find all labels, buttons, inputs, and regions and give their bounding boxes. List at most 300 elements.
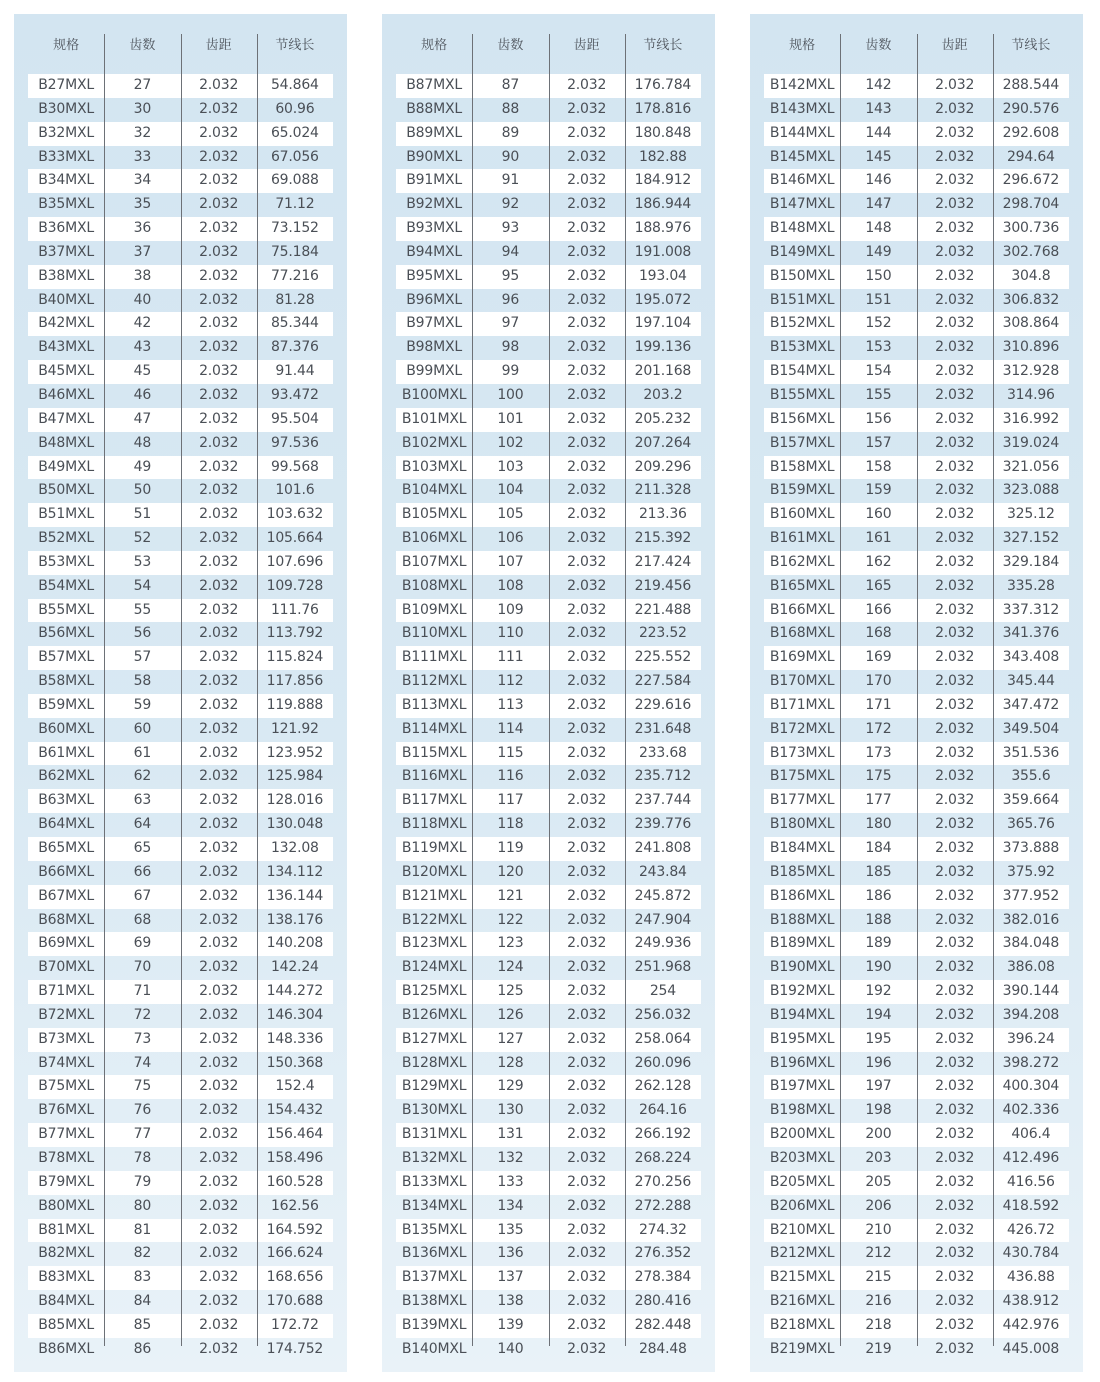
pitch-cell: 2.032 — [199, 410, 239, 427]
pitch-cell: 2.032 — [199, 816, 239, 833]
teeth-cell: 75 — [133, 1078, 152, 1095]
teeth-cell: 66 — [133, 863, 152, 880]
length-cell: 182.88 — [638, 148, 687, 165]
length-cell: 193.04 — [638, 267, 687, 284]
teeth-cell: 219 — [865, 1340, 892, 1357]
spec-cell: B92MXL — [406, 196, 462, 213]
spec-cell: B48MXL — [38, 434, 94, 451]
spec-cell: B186MXL — [769, 887, 835, 904]
pitch-cell: 2.032 — [567, 983, 607, 1000]
header-length: 节线长 — [643, 38, 683, 53]
pitch-cell: 2.032 — [567, 100, 607, 117]
pitch-cell: 2.032 — [199, 1269, 239, 1286]
length-cell: 445.008 — [1002, 1340, 1060, 1357]
teeth-cell: 119 — [497, 840, 524, 856]
spec-cell: B37MXL — [38, 243, 94, 260]
teeth-cell: 135 — [497, 1221, 524, 1238]
pitch-cell: 2.032 — [199, 1126, 239, 1143]
pitch-cell: 2.032 — [935, 887, 975, 904]
teeth-cell: 73 — [133, 1030, 152, 1047]
length-cell: 221.488 — [634, 601, 692, 618]
length-cell: 335.28 — [1006, 577, 1055, 594]
teeth-cell: 117 — [497, 792, 524, 809]
length-cell: 396.24 — [1006, 1030, 1055, 1047]
length-cell: 438.912 — [1002, 1293, 1060, 1310]
teeth-cell: 95 — [501, 267, 520, 284]
pitch-cell: 2.032 — [199, 124, 239, 141]
spec-cell: B143MXL — [769, 100, 835, 117]
teeth-cell: 35 — [133, 196, 152, 213]
header-spec: 规格 — [53, 38, 80, 53]
spec-cell: B189MXL — [769, 935, 835, 952]
length-cell: 365.76 — [1006, 816, 1055, 833]
length-cell: 400.304 — [1002, 1078, 1060, 1095]
spec-cell: B69MXL — [38, 935, 94, 952]
teeth-cell: 145 — [865, 148, 892, 165]
pitch-cell: 2.032 — [567, 434, 607, 451]
teeth-cell: 162 — [865, 553, 892, 570]
teeth-cell: 216 — [865, 1293, 892, 1310]
spec-cell: B82MXL — [38, 1245, 94, 1262]
pitch-cell: 2.032 — [567, 935, 607, 952]
length-cell: 327.152 — [1002, 530, 1060, 547]
spec-cell: B115MXL — [401, 744, 467, 761]
spec-table-panel-3 — [750, 14, 1083, 1372]
spec-cell: B50MXL — [38, 482, 94, 499]
pitch-cell: 2.032 — [199, 172, 239, 189]
pitch-cell: 2.032 — [935, 1245, 975, 1262]
spec-cell: B52MXL — [38, 530, 94, 547]
spec-cell: B205MXL — [769, 1173, 835, 1190]
teeth-cell: 84 — [133, 1293, 152, 1310]
spec-cell: B38MXL — [38, 267, 94, 284]
pitch-cell: 2.032 — [935, 339, 975, 356]
spec-cell: B133MXL — [401, 1173, 467, 1190]
length-cell: 377.952 — [1002, 887, 1060, 904]
pitch-cell: 2.032 — [199, 100, 239, 117]
teeth-cell: 43 — [133, 339, 152, 356]
pitch-cell: 2.032 — [935, 1197, 975, 1214]
spec-cell: B60MXL — [38, 720, 94, 737]
length-cell: 225.552 — [634, 649, 692, 666]
pitch-cell: 2.032 — [935, 315, 975, 332]
pitch-cell: 2.032 — [199, 386, 239, 403]
teeth-cell: 168 — [865, 625, 892, 642]
spec-cell: B80MXL — [38, 1197, 94, 1214]
teeth-cell: 206 — [865, 1197, 892, 1214]
header-teeth: 齿数 — [129, 38, 156, 53]
teeth-cell: 118 — [497, 816, 524, 833]
teeth-cell: 205 — [865, 1173, 892, 1190]
spec-cell: B144MXL — [769, 124, 835, 141]
teeth-cell: 111 — [497, 649, 524, 666]
pitch-cell: 2.032 — [199, 1030, 239, 1047]
teeth-cell: 34 — [133, 172, 152, 189]
spec-cell: B99MXL — [406, 363, 462, 380]
pitch-cell: 2.032 — [567, 172, 607, 189]
spec-cell: B118MXL — [401, 816, 467, 833]
pitch-cell: 2.032 — [567, 363, 607, 380]
pitch-cell: 2.032 — [199, 1340, 239, 1357]
length-cell: 298.704 — [1002, 196, 1060, 213]
length-cell: 312.928 — [1002, 363, 1060, 380]
spec-cell: B110MXL — [401, 625, 467, 642]
spec-cell: B103MXL — [401, 458, 467, 475]
pitch-cell: 2.032 — [935, 1126, 975, 1143]
pitch-cell: 2.032 — [199, 243, 239, 260]
pitch-cell: 2.032 — [935, 935, 975, 952]
length-cell: 290.576 — [1002, 100, 1060, 117]
teeth-cell: 62 — [133, 768, 152, 785]
spec-cell: B139MXL — [401, 1316, 467, 1333]
length-cell: 231.648 — [634, 720, 692, 737]
length-cell: 270.256 — [634, 1173, 692, 1190]
spec-cell: B72MXL — [38, 1006, 94, 1023]
pitch-cell: 2.032 — [935, 816, 975, 833]
spec-cell: B154MXL — [769, 363, 835, 380]
length-cell: 416.56 — [1006, 1173, 1055, 1190]
teeth-cell: 120 — [497, 863, 524, 880]
spec-cell: B86MXL — [38, 1340, 94, 1357]
spec-cell: B46MXL — [38, 386, 94, 403]
teeth-cell: 157 — [865, 434, 892, 451]
length-cell: 436.88 — [1006, 1269, 1055, 1286]
spec-cell: B161MXL — [769, 530, 835, 547]
spec-cell: B70MXL — [38, 959, 94, 976]
teeth-cell: 109 — [497, 601, 524, 618]
length-cell: 217.424 — [634, 553, 692, 570]
pitch-cell: 2.032 — [567, 482, 607, 499]
teeth-cell: 50 — [133, 482, 152, 499]
length-cell: 227.584 — [634, 673, 692, 690]
spec-cell: B62MXL — [38, 768, 94, 785]
spec-cell: B42MXL — [38, 315, 94, 332]
length-cell: 180.848 — [634, 124, 692, 141]
teeth-cell: 32 — [133, 124, 152, 141]
spec-cell: B196MXL — [769, 1054, 835, 1071]
length-cell: 258.064 — [634, 1030, 692, 1047]
length-cell: 254 — [649, 983, 676, 1000]
pitch-cell: 2.032 — [567, 267, 607, 284]
length-cell: 172.72 — [270, 1316, 319, 1333]
spec-cell: B127MXL — [401, 1030, 467, 1047]
length-cell: 176.784 — [634, 77, 692, 93]
pitch-cell: 2.032 — [567, 1293, 607, 1310]
length-cell: 209.296 — [634, 458, 692, 475]
spec-cell: B147MXL — [769, 196, 835, 213]
pitch-cell: 2.032 — [567, 792, 607, 809]
length-cell: 223.52 — [638, 625, 687, 642]
teeth-cell: 65 — [133, 840, 152, 856]
length-cell: 123.952 — [266, 744, 324, 761]
spec-cell: B123MXL — [401, 935, 467, 952]
spec-cell: B153MXL — [769, 339, 835, 356]
length-cell: 264.16 — [638, 1102, 687, 1119]
teeth-cell: 215 — [865, 1269, 892, 1286]
length-cell: 406.4 — [1011, 1126, 1051, 1143]
length-cell: 142.24 — [270, 959, 319, 976]
pitch-cell: 2.032 — [935, 1340, 975, 1357]
pitch-cell: 2.032 — [935, 649, 975, 666]
teeth-cell: 123 — [497, 935, 524, 952]
teeth-cell: 79 — [133, 1173, 152, 1190]
spec-cell: B152MXL — [769, 315, 835, 332]
column-divider — [549, 34, 550, 1346]
pitch-cell: 2.032 — [199, 887, 239, 904]
pitch-cell: 2.032 — [199, 267, 239, 284]
pitch-cell: 2.032 — [935, 386, 975, 403]
spec-cell: B78MXL — [38, 1149, 94, 1166]
spec-cell: B200MXL — [769, 1126, 835, 1143]
teeth-cell: 171 — [865, 696, 892, 713]
spec-table-panel-1 — [14, 14, 347, 1372]
spec-cell: B81MXL — [38, 1221, 94, 1238]
teeth-cell: 104 — [497, 482, 524, 499]
spec-cell: B126MXL — [401, 1006, 467, 1023]
pitch-cell: 2.032 — [935, 482, 975, 499]
length-cell: 125.984 — [266, 768, 324, 785]
length-cell: 280.416 — [634, 1293, 692, 1310]
teeth-cell: 161 — [865, 530, 892, 547]
teeth-cell: 200 — [865, 1126, 892, 1143]
spec-cell: B159MXL — [769, 482, 835, 499]
pitch-cell: 2.032 — [567, 124, 607, 141]
pitch-cell: 2.032 — [199, 792, 239, 809]
teeth-cell: 49 — [133, 458, 152, 475]
teeth-cell: 57 — [133, 649, 152, 666]
spec-cell: B119MXL — [401, 840, 467, 856]
spec-cell: B197MXL — [769, 1078, 835, 1095]
spec-cell: B75MXL — [38, 1078, 94, 1095]
spec-cell: B120MXL — [401, 863, 467, 880]
length-cell: 398.272 — [1002, 1054, 1060, 1071]
spec-cell: B79MXL — [38, 1173, 94, 1190]
teeth-cell: 189 — [865, 935, 892, 952]
teeth-cell: 165 — [865, 577, 892, 594]
pitch-cell: 2.032 — [567, 196, 607, 213]
spec-cell: B140MXL — [401, 1340, 467, 1357]
length-cell: 205.232 — [634, 410, 692, 427]
teeth-cell: 58 — [133, 673, 152, 690]
pitch-cell: 2.032 — [199, 1316, 239, 1333]
spec-cell: B160MXL — [769, 506, 835, 523]
spec-cell: B84MXL — [38, 1293, 94, 1310]
teeth-cell: 126 — [497, 1006, 524, 1023]
pitch-cell: 2.032 — [199, 458, 239, 475]
length-cell: 319.024 — [1002, 434, 1060, 451]
teeth-cell: 116 — [497, 768, 524, 785]
length-cell: 337.312 — [1002, 601, 1060, 618]
teeth-cell: 180 — [865, 816, 892, 833]
length-cell: 158.496 — [266, 1149, 324, 1166]
column-divider — [104, 34, 105, 1346]
pitch-cell: 2.032 — [567, 458, 607, 475]
pitch-cell: 2.032 — [199, 744, 239, 761]
length-cell: 247.904 — [634, 911, 692, 928]
teeth-cell: 105 — [497, 506, 524, 523]
pitch-cell: 2.032 — [199, 959, 239, 976]
pitch-cell: 2.032 — [935, 1316, 975, 1333]
length-cell: 359.664 — [1002, 792, 1060, 809]
spec-cell: B116MXL — [401, 768, 467, 785]
pitch-cell: 2.032 — [567, 553, 607, 570]
pitch-cell: 2.032 — [935, 220, 975, 237]
pitch-cell: 2.032 — [567, 1102, 607, 1119]
length-cell: 306.832 — [1002, 291, 1060, 308]
teeth-cell: 56 — [133, 625, 152, 642]
teeth-cell: 78 — [133, 1149, 152, 1166]
spec-cell: B107MXL — [401, 553, 467, 570]
length-cell: 105.664 — [266, 530, 324, 547]
length-cell: 199.136 — [634, 339, 692, 356]
pitch-cell: 2.032 — [199, 696, 239, 713]
teeth-cell: 132 — [497, 1149, 524, 1166]
length-cell: 229.616 — [634, 696, 692, 713]
pitch-cell: 2.032 — [935, 100, 975, 117]
teeth-cell: 103 — [497, 458, 524, 475]
teeth-cell: 140 — [497, 1340, 524, 1357]
pitch-cell: 2.032 — [567, 1197, 607, 1214]
teeth-cell: 169 — [865, 649, 892, 666]
teeth-cell: 158 — [865, 458, 892, 475]
spec-table-3 — [764, 34, 1069, 1362]
length-cell: 101.6 — [275, 482, 315, 499]
pitch-cell: 2.032 — [935, 792, 975, 809]
teeth-cell: 69 — [133, 935, 152, 952]
length-cell: 284.48 — [638, 1340, 687, 1357]
pitch-cell: 2.032 — [935, 1221, 975, 1238]
length-cell: 87.376 — [270, 339, 319, 356]
spec-cell: B94MXL — [406, 243, 462, 260]
teeth-cell: 54 — [133, 577, 152, 594]
teeth-cell: 194 — [865, 1006, 892, 1023]
pitch-cell: 2.032 — [935, 458, 975, 475]
pitch-cell: 2.032 — [935, 673, 975, 690]
teeth-cell: 218 — [865, 1316, 892, 1333]
spec-cell: B32MXL — [38, 124, 94, 141]
length-cell: 121.92 — [270, 720, 319, 737]
teeth-cell: 53 — [133, 553, 152, 570]
teeth-cell: 143 — [865, 100, 892, 117]
spec-cell: B88MXL — [406, 100, 462, 117]
pitch-cell: 2.032 — [567, 339, 607, 356]
spec-cell: B150MXL — [769, 267, 835, 284]
teeth-cell: 59 — [133, 696, 152, 713]
spec-cell: B151MXL — [769, 291, 835, 308]
teeth-cell: 195 — [865, 1030, 892, 1047]
pitch-cell: 2.032 — [567, 673, 607, 690]
spec-cell: B106MXL — [401, 530, 467, 547]
length-cell: 195.072 — [634, 291, 692, 308]
teeth-cell: 37 — [133, 243, 152, 260]
spec-cell: B34MXL — [38, 172, 94, 189]
length-cell: 154.432 — [266, 1102, 324, 1119]
teeth-cell: 81 — [133, 1221, 152, 1238]
pitch-cell: 2.032 — [199, 1293, 239, 1310]
length-cell: 111.76 — [270, 601, 319, 618]
length-cell: 197.104 — [634, 315, 692, 332]
length-cell: 164.592 — [266, 1221, 324, 1238]
spec-cell: B206MXL — [769, 1197, 835, 1214]
length-cell: 107.696 — [266, 553, 324, 570]
length-cell: 211.328 — [634, 482, 692, 499]
pitch-cell: 2.032 — [199, 1149, 239, 1166]
length-cell: 138.176 — [266, 911, 324, 928]
length-cell: 323.088 — [1002, 482, 1060, 499]
pitch-cell: 2.032 — [567, 577, 607, 594]
teeth-cell: 212 — [865, 1245, 892, 1262]
pitch-cell: 2.032 — [567, 863, 607, 880]
length-cell: 243.84 — [638, 863, 687, 880]
pitch-cell: 2.032 — [567, 720, 607, 737]
spec-cell: B77MXL — [38, 1126, 94, 1143]
header-pitch: 齿距 — [941, 38, 968, 53]
spec-cell: B30MXL — [38, 100, 94, 117]
spec-cell: B33MXL — [38, 148, 94, 165]
teeth-cell: 38 — [133, 267, 152, 284]
pitch-cell: 2.032 — [199, 1173, 239, 1190]
column-divider — [625, 34, 626, 1346]
spec-cell: B111MXL — [401, 649, 467, 666]
length-cell: 117.856 — [266, 673, 324, 690]
spec-cell: B59MXL — [38, 696, 94, 713]
spec-cell: B125MXL — [401, 983, 467, 1000]
teeth-cell: 89 — [501, 124, 520, 141]
length-cell: 130.048 — [266, 816, 324, 833]
length-cell: 276.352 — [634, 1245, 692, 1262]
length-cell: 442.976 — [1002, 1316, 1060, 1333]
pitch-cell: 2.032 — [935, 601, 975, 618]
teeth-cell: 76 — [133, 1102, 152, 1119]
spec-cell: B148MXL — [769, 220, 835, 237]
length-cell: 81.28 — [275, 291, 315, 308]
spec-cell: B185MXL — [769, 863, 835, 880]
length-cell: 168.656 — [266, 1269, 324, 1286]
pitch-cell: 2.032 — [567, 1078, 607, 1095]
length-cell: 115.824 — [266, 649, 324, 666]
spec-cell: B58MXL — [38, 673, 94, 690]
teeth-cell: 134 — [497, 1197, 524, 1214]
spec-cell: B36MXL — [38, 220, 94, 237]
spec-cell: B108MXL — [401, 577, 467, 594]
length-cell: 294.64 — [1006, 148, 1055, 165]
teeth-cell: 92 — [501, 196, 520, 213]
pitch-cell: 2.032 — [199, 863, 239, 880]
length-cell: 341.376 — [1002, 625, 1060, 642]
teeth-cell: 124 — [497, 959, 524, 976]
teeth-cell: 110 — [497, 625, 524, 642]
pitch-cell: 2.032 — [567, 1149, 607, 1166]
spec-cell: B63MXL — [38, 792, 94, 809]
pitch-cell: 2.032 — [199, 220, 239, 237]
length-cell: 144.272 — [266, 983, 324, 1000]
length-cell: 272.288 — [634, 1197, 692, 1214]
length-cell: 201.168 — [634, 363, 692, 380]
teeth-cell: 153 — [865, 339, 892, 356]
spec-cell: B203MXL — [769, 1149, 835, 1166]
teeth-cell: 72 — [133, 1006, 152, 1023]
pitch-cell: 2.032 — [199, 506, 239, 523]
teeth-cell: 150 — [865, 267, 892, 284]
spec-cell: B130MXL — [401, 1102, 467, 1119]
length-cell: 156.464 — [266, 1126, 324, 1143]
teeth-cell: 63 — [133, 792, 152, 809]
length-cell: 288.544 — [1002, 77, 1060, 93]
teeth-cell: 121 — [497, 887, 524, 904]
spec-table-1 — [28, 34, 333, 1362]
pitch-cell: 2.032 — [567, 1221, 607, 1238]
spec-cell: B68MXL — [38, 911, 94, 928]
